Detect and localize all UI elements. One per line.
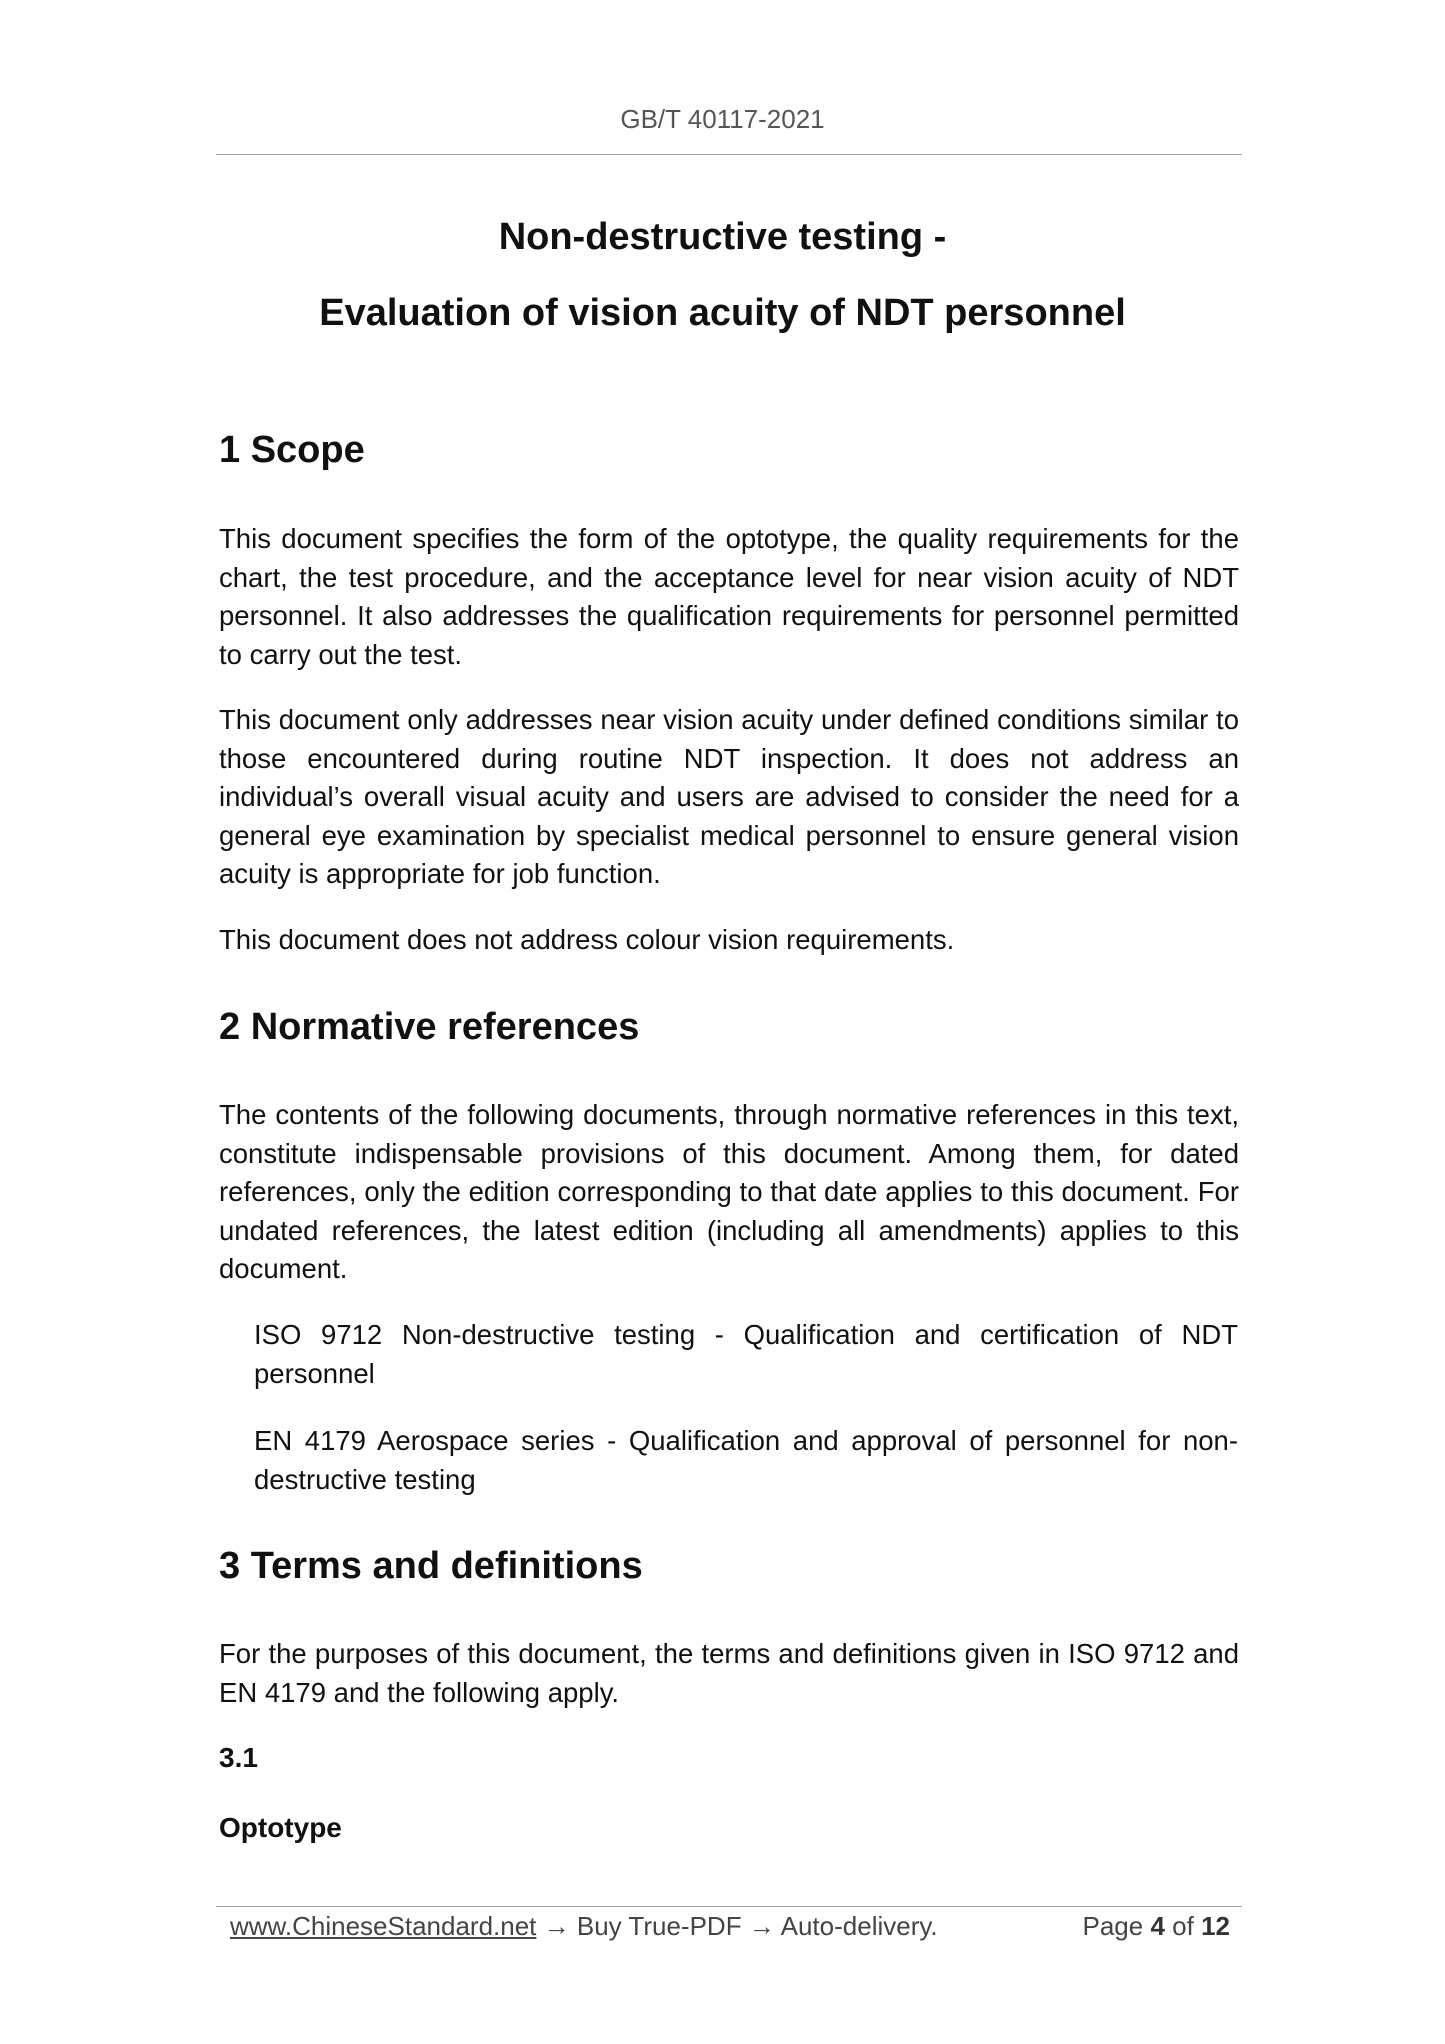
page-current: 4 bbox=[1150, 1911, 1165, 1941]
section-1-paragraph-3: This document does not address colour vision requirements. bbox=[219, 924, 955, 955]
document-title-line-1: Non-destructive testing - bbox=[498, 216, 947, 258]
auto-delivery-text: Auto-delivery. bbox=[780, 1911, 938, 1941]
section-1-heading: 1 Scope bbox=[219, 429, 365, 471]
normative-reference-iso-9712: ISO 9712 Non-destructive testing - Qualification and certification of NDT personnel bbox=[254, 1319, 1238, 1389]
arrow-right-icon: → bbox=[543, 1911, 570, 1941]
section-3-paragraph-1: For the purposes of this document, the terms and definitions given in ISO 9712 and EN 4179 and the following apply. bbox=[219, 1638, 1239, 1708]
section-1-paragraph-2: This document only addresses near vision acuity under defined conditions similar to those encountered during routine NDT inspection. It does not address an individual’s overall visual acuity and users are advised to consider the need for a general eye examination by specialist medical personnel to ensure general vision acuity is appropriate for job function. bbox=[219, 704, 1239, 889]
buy-true-pdf-text: Buy True-PDF bbox=[576, 1911, 742, 1941]
document-title-line-2: Evaluation of vision acuity of NDT personnel bbox=[319, 292, 1126, 334]
section-2-heading: 2 Normative references bbox=[219, 1006, 640, 1048]
document-code-header: GB/T 40117-2021 bbox=[620, 104, 825, 134]
footer-divider bbox=[216, 1906, 1242, 1907]
header-divider bbox=[216, 154, 1242, 155]
normative-reference-en-4179: EN 4179 Aerospace series - Qualification and approval of personnel for non-destructive testing bbox=[254, 1425, 1238, 1495]
section-3-heading: 3 Terms and definitions bbox=[219, 1545, 643, 1587]
page-of-label: of bbox=[1172, 1911, 1194, 1941]
term-number: 3.1 bbox=[219, 1742, 258, 1773]
page-total: 12 bbox=[1201, 1911, 1230, 1941]
page-number bbox=[1082, 1908, 1230, 1944]
section-2-paragraph-1: The contents of the following documents, through normative references in this text, constitute indispensable provisions of this document. Among them, for dated references, only the edition corresponding to that date applies to this document. For undated references, the latest edition (including all amendments) applies to this document. bbox=[219, 1099, 1239, 1284]
page-label: Page bbox=[1082, 1911, 1144, 1941]
term-name: Optotype bbox=[219, 1812, 342, 1843]
arrow-right-icon: → bbox=[748, 1911, 775, 1941]
section-1-paragraph-1: This document specifies the form of the optotype, the quality requirements for the chart, the test procedure, and the acceptance level for near vision acuity of NDT personnel. It also addresses the qualification requirements for personnel permitted to carry out the test. bbox=[219, 523, 1239, 670]
website-link[interactable]: www.ChineseStandard.net bbox=[230, 1911, 537, 1941]
page-footer bbox=[230, 1908, 1230, 1944]
